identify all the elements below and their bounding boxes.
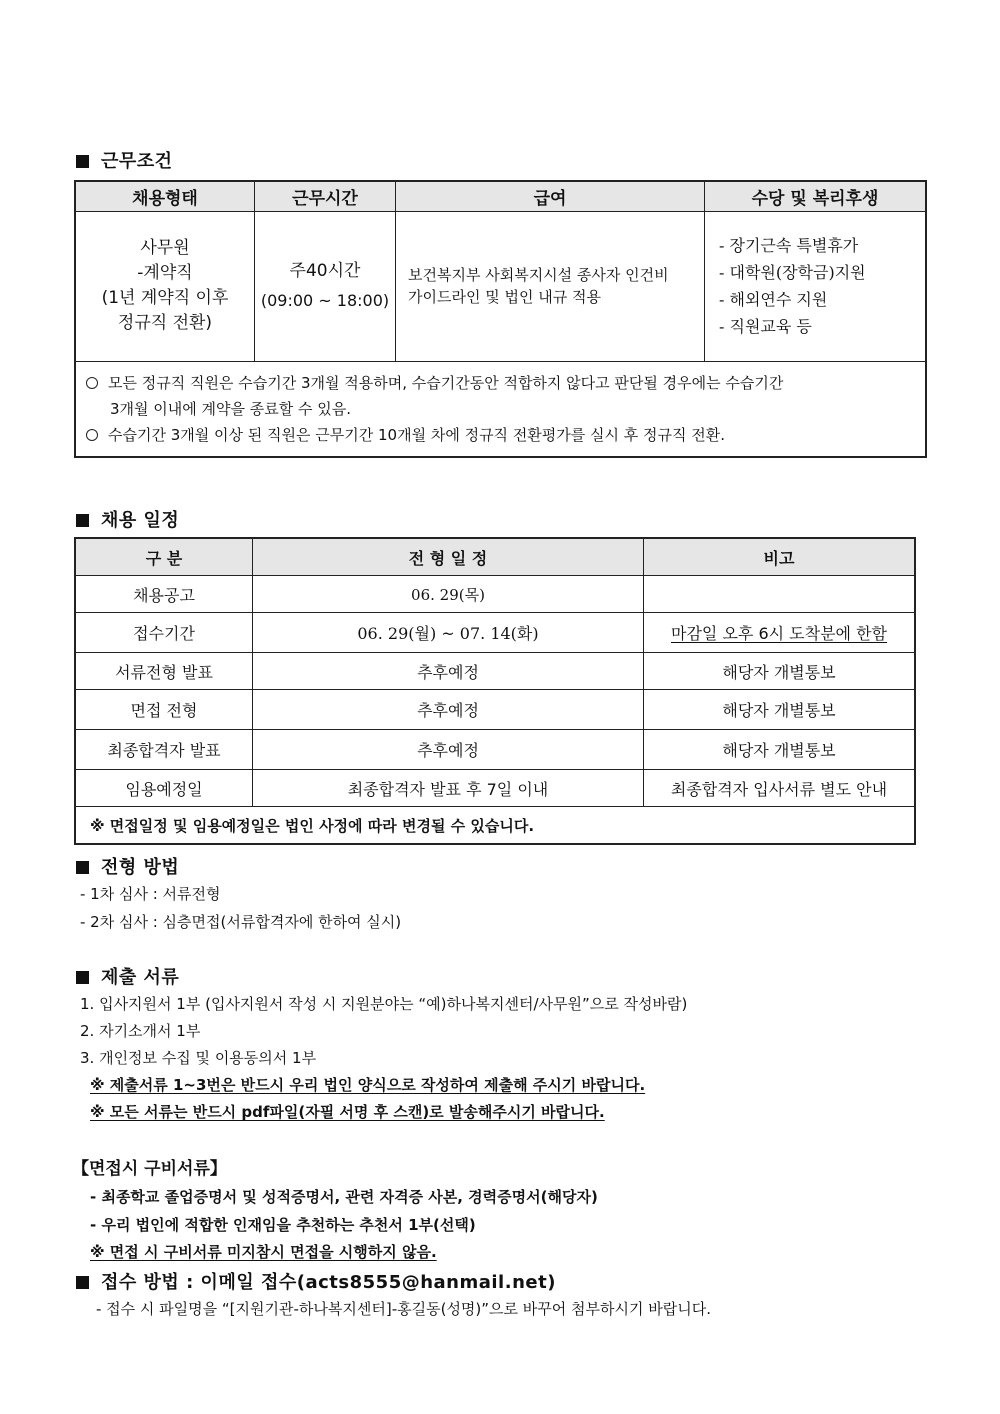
work-hours-line: (09:00 ~ 18:00) xyxy=(260,291,390,310)
table-row xyxy=(75,653,915,690)
section-title-schedule xyxy=(76,506,179,532)
header-schedule: 전 형 일 정 xyxy=(253,538,644,576)
employment-type-line: -계약직 xyxy=(137,263,193,283)
header-work-hours: 근무시간 xyxy=(255,181,396,211)
section-title-text: 제출 서류 xyxy=(101,967,180,988)
probation-note xyxy=(86,370,911,396)
row-remarks: 마감일 오후 6시 도착분에 한함 xyxy=(644,613,916,653)
row-category: 면접 전형 xyxy=(75,690,253,730)
interview-note: ※ 면접 시 구비서류 미지참시 면접을 시행하지 않음. xyxy=(90,1243,437,1261)
work-conditions-table xyxy=(74,180,927,458)
row-schedule: 추후예정 xyxy=(253,690,644,730)
header-salary: 급여 xyxy=(396,181,705,211)
row-schedule: 추후예정 xyxy=(253,653,644,690)
row-remarks: 최종합격자 입사서류 별도 안내 xyxy=(644,770,916,807)
document-item: 1. 입사지원서 1부 (입사지원서 작성 시 지원분야는 “예)하나복지센터/사무원”으로 작성바람) xyxy=(80,995,688,1013)
row-category: 서류전형 발표 xyxy=(75,653,253,690)
conversion-note xyxy=(86,422,911,448)
table-row xyxy=(75,576,915,613)
note-text: 모든 정규직 직원은 수습기간 3개월 적용하며, 수습기간동안 적합하지 않다고 판단될 경우에는 수습기간 xyxy=(108,373,784,392)
salary-line: 가이드라인 및 법인 내규 적용 xyxy=(408,288,601,306)
square-bullet-icon xyxy=(76,861,89,874)
selection-item: - 2차 심사 : 심층면접(서류합격자에 한하여 실시) xyxy=(80,913,402,931)
row-remarks: 해당자 개별통보 xyxy=(644,653,916,690)
table-row xyxy=(75,690,915,730)
apply-note: - 접수 시 파일명을 “[지원기관-하나복지센터]-홍길동(성명)”으로 바꾸어 첨부하시기 바랍니다. xyxy=(96,1300,711,1318)
row-remarks: 해당자 개별통보 xyxy=(644,690,916,730)
section-title-text: 접수 방법 : 이메일 접수(acts8555@hanmail.net) xyxy=(101,1272,556,1293)
work-hours-line: 주40시간 xyxy=(289,261,361,281)
table-row xyxy=(75,770,915,807)
salary-cell xyxy=(396,211,705,361)
schedule-table xyxy=(74,537,916,845)
document-item: 3. 개인정보 수집 및 이용동의서 1부 xyxy=(80,1049,317,1067)
row-remarks: 해당자 개별통보 xyxy=(644,730,916,770)
row-schedule: 추후예정 xyxy=(253,730,644,770)
header-employment-type: 채용형태 xyxy=(75,181,255,211)
document-note: ※ 모든 서류는 반드시 pdf파일(자필 서명 후 스캔)로 발송해주시기 바랍니다. xyxy=(90,1103,605,1121)
square-bullet-icon xyxy=(76,1276,89,1289)
selection-item: - 1차 심사 : 서류전형 xyxy=(80,885,221,903)
note-text: 수습기간 3개월 이상 된 직원은 근무기간 10개월 차에 정규직 전환평가를 실시 후 정규직 전환. xyxy=(108,425,726,444)
section-title-text: 전형 방법 xyxy=(101,857,180,878)
square-bullet-icon xyxy=(76,971,89,984)
interview-item: - 우리 법인에 적합한 인재임을 추천하는 추천서 1부(선택) xyxy=(90,1216,476,1234)
section-title-text: 근무조건 xyxy=(101,151,173,172)
square-bullet-icon xyxy=(76,514,89,527)
header-remarks: 비고 xyxy=(644,538,916,576)
schedule-footnote: ※ 면접일정 및 임용예정일은 법인 사정에 따라 변경될 수 있습니다. xyxy=(75,807,915,845)
row-schedule: 06. 29(월) ~ 07. 14(화) xyxy=(253,613,644,653)
circle-bullet-icon xyxy=(86,429,98,441)
salary-line: 보건복지부 사회복지시설 종사자 인건비 xyxy=(408,266,669,284)
section-title-text: 채용 일정 xyxy=(101,510,180,531)
row-remarks xyxy=(644,576,916,613)
row-category: 최종합격자 발표 xyxy=(75,730,253,770)
section-title-work-conditions xyxy=(76,147,173,173)
welfare-item: - 대학원(장학금)지원 xyxy=(719,263,866,282)
section-title-selection xyxy=(76,853,179,879)
table-row xyxy=(75,730,915,770)
table-row xyxy=(75,613,915,653)
row-category: 접수기간 xyxy=(75,613,253,653)
probation-notes xyxy=(75,361,926,457)
welfare-item: - 해외연수 지원 xyxy=(719,290,828,309)
probation-note-continued: 3개월 이내에 계약을 종료할 수 있음. xyxy=(110,399,352,418)
welfare-item: - 장기근속 특별휴가 xyxy=(719,236,859,255)
row-category: 채용공고 xyxy=(75,576,253,613)
document-item: 2. 자기소개서 1부 xyxy=(80,1022,201,1040)
row-category: 임용예정일 xyxy=(75,770,253,807)
interview-item: - 최종학교 졸업증명서 및 성적증명서, 관련 자격증 사본, 경력증명서(해당자) xyxy=(90,1188,598,1206)
header-welfare: 수당 및 복리후생 xyxy=(705,181,927,211)
employment-type-line: (1년 계약직 이후 xyxy=(101,288,229,308)
work-hours-cell xyxy=(255,211,396,361)
welfare-cell xyxy=(705,211,927,361)
row-schedule: 최종합격자 발표 후 7일 이내 xyxy=(253,770,644,807)
employment-type-line: 정규직 전환) xyxy=(117,313,213,333)
document-note: ※ 제출서류 1~3번은 반드시 우리 법인 양식으로 작성하여 제출해 주시기 바랍니다. xyxy=(90,1076,646,1094)
row-schedule: 06. 29(목) xyxy=(253,576,644,613)
section-title-apply xyxy=(76,1268,556,1294)
circle-bullet-icon xyxy=(86,377,98,389)
welfare-item: - 직원교육 등 xyxy=(719,317,812,336)
section-title-documents xyxy=(76,963,179,989)
employment-type-cell xyxy=(75,211,255,361)
employment-type-line: 사무원 xyxy=(140,238,190,258)
square-bullet-icon xyxy=(76,155,89,168)
section-title-interview: 【면접시 구비서류】 xyxy=(72,1159,227,1179)
header-category: 구 분 xyxy=(75,538,253,576)
